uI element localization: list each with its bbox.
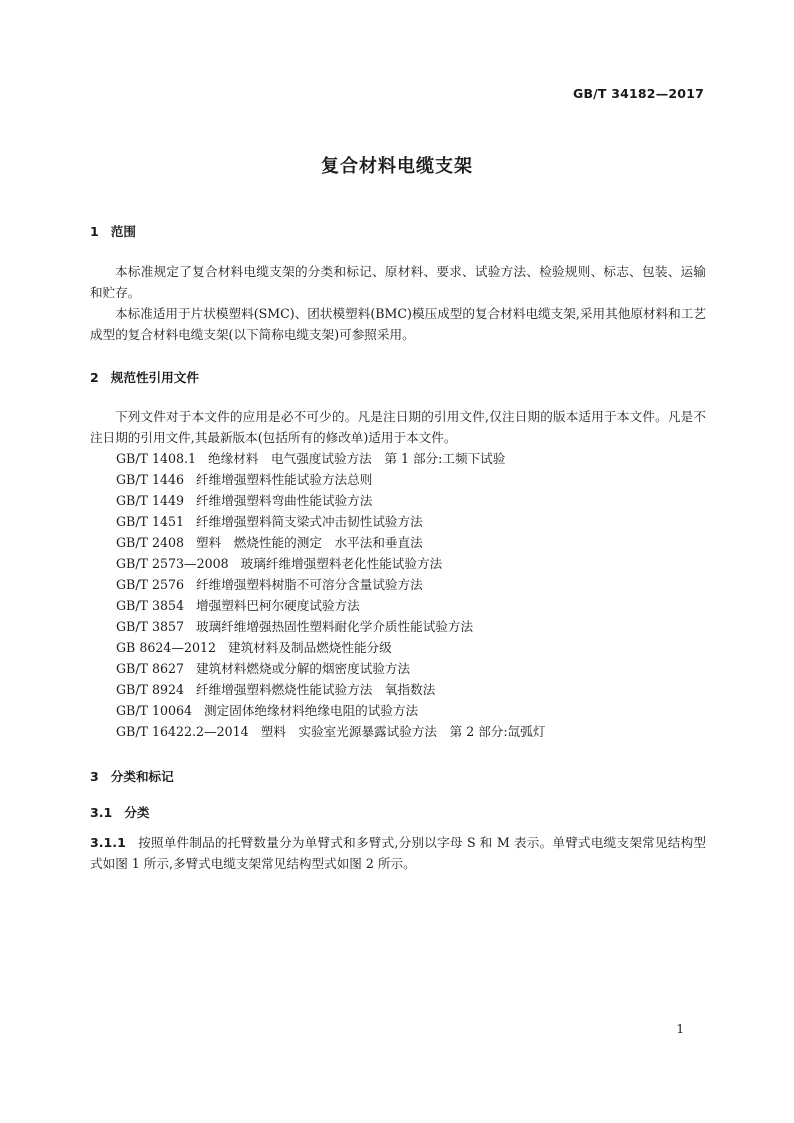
section-number: 3 [90,769,99,784]
reference-code: GB/T 8627 [116,661,185,676]
reference-code: GB/T 10064 [116,703,193,718]
reference-title: 纤维增强塑料性能试验方法总则 [196,472,373,487]
reference-item [116,679,545,700]
subsection-title: 分类 [124,805,150,820]
reference-title: 建筑材料燃烧或分解的烟密度试验方法 [196,661,411,676]
clause-3-1-1 [90,832,706,874]
reference-code: GB 8624—2012 [116,640,217,655]
section-title: 规范性引用文件 [110,370,199,385]
scope-paragraph-2: 本标准适用于片状模塑料(SMC)、团状模塑料(BMC)模压成型的复合材料电缆支架,采用其他原材料和工艺成型的复合材料电缆支架(以下简称电缆支架)可参照采用。 [90,306,706,342]
reference-item [116,490,545,511]
reference-code: GB/T 1449 [116,493,185,508]
reference-item [116,700,545,721]
reference-title: 塑料 燃烧性能的测定 水平法和垂直法 [196,535,423,550]
reference-title: 纤维增强塑料弯曲性能试验方法 [196,493,373,508]
section-1-heading [90,221,136,240]
reference-title: 绝缘材料 电气强度试验方法 第 1 部分:工频下试验 [208,451,506,466]
reference-code: GB/T 1408.1 [116,451,197,466]
references-intro: 下列文件对于本文件的应用是必不可少的。凡是注日期的引用文件,仅注日期的版本适用于本文件。凡是不注日期的引用文件,其最新版本(包括所有的修改单)适用于本文件。 [90,409,706,445]
document-title: 复合材料电缆支架 [321,156,473,177]
section-number: 1 [90,224,99,239]
reference-item [116,595,545,616]
reference-title: 玻璃纤维增强塑料老化性能试验方法 [240,556,443,571]
standard-code: GB/T 34182—2017 [572,86,704,101]
reference-code: GB/T 2408 [116,535,185,550]
section-title: 分类和标记 [110,769,174,784]
reference-item [116,553,545,574]
reference-item [116,469,545,490]
reference-code: GB/T 2576 [116,577,185,592]
subsection-3-1-heading [90,802,150,821]
reference-item [116,532,545,553]
reference-title: 纤维增强塑料燃烧性能试验方法 氧指数法 [196,682,436,697]
reference-title: 纤维增强塑料树脂不可溶分含量试验方法 [196,577,423,592]
clause-number: 3.1.1 [90,835,126,850]
reference-item [116,637,545,658]
reference-title: 塑料 实验室光源暴露试验方法 第 2 部分:氙弧灯 [260,724,546,739]
section-2-heading [90,367,199,386]
reference-title: 玻璃纤维增强热固性塑料耐化学介质性能试验方法 [196,619,474,634]
section-title: 范围 [110,224,136,239]
reference-item [116,574,545,595]
reference-item [116,721,545,742]
reference-item [116,511,545,532]
subsection-number: 3.1 [90,805,113,820]
reference-title: 增强塑料巴柯尔硬度试验方法 [196,598,360,613]
reference-code: GB/T 8924 [116,682,185,697]
reference-code: GB/T 3857 [116,619,185,634]
reference-item [116,616,545,637]
reference-code: GB/T 2573—2008 [116,556,229,571]
section-3-heading [90,766,174,785]
reference-title: 测定固体绝缘材料绝缘电阻的试验方法 [204,703,419,718]
reference-code: GB/T 1451 [116,514,185,529]
reference-code: GB/T 16422.2—2014 [116,724,249,739]
reference-title: 建筑材料及制品燃烧性能分级 [228,640,392,655]
page-number: 1 [676,1022,684,1036]
reference-code: GB/T 1446 [116,472,185,487]
normative-references-list [116,448,545,742]
reference-item [116,448,545,469]
clause-text: 按照单件制品的托臂数量分为单臂式和多臂式,分别以字母 S 和 M 表示。单臂式电缆支架常见结构型式如图 1 所示,多臂式电缆支架常见结构型式如图 2 所示。 [90,835,706,871]
reference-code: GB/T 3854 [116,598,185,613]
reference-title: 纤维增强塑料简支梁式冲击韧性试验方法 [196,514,423,529]
reference-item [116,658,545,679]
section-number: 2 [90,370,99,385]
scope-paragraph-1: 本标准规定了复合材料电缆支架的分类和标记、原材料、要求、试验方法、检验规则、标志、包装、运输和贮存。 [90,264,706,300]
